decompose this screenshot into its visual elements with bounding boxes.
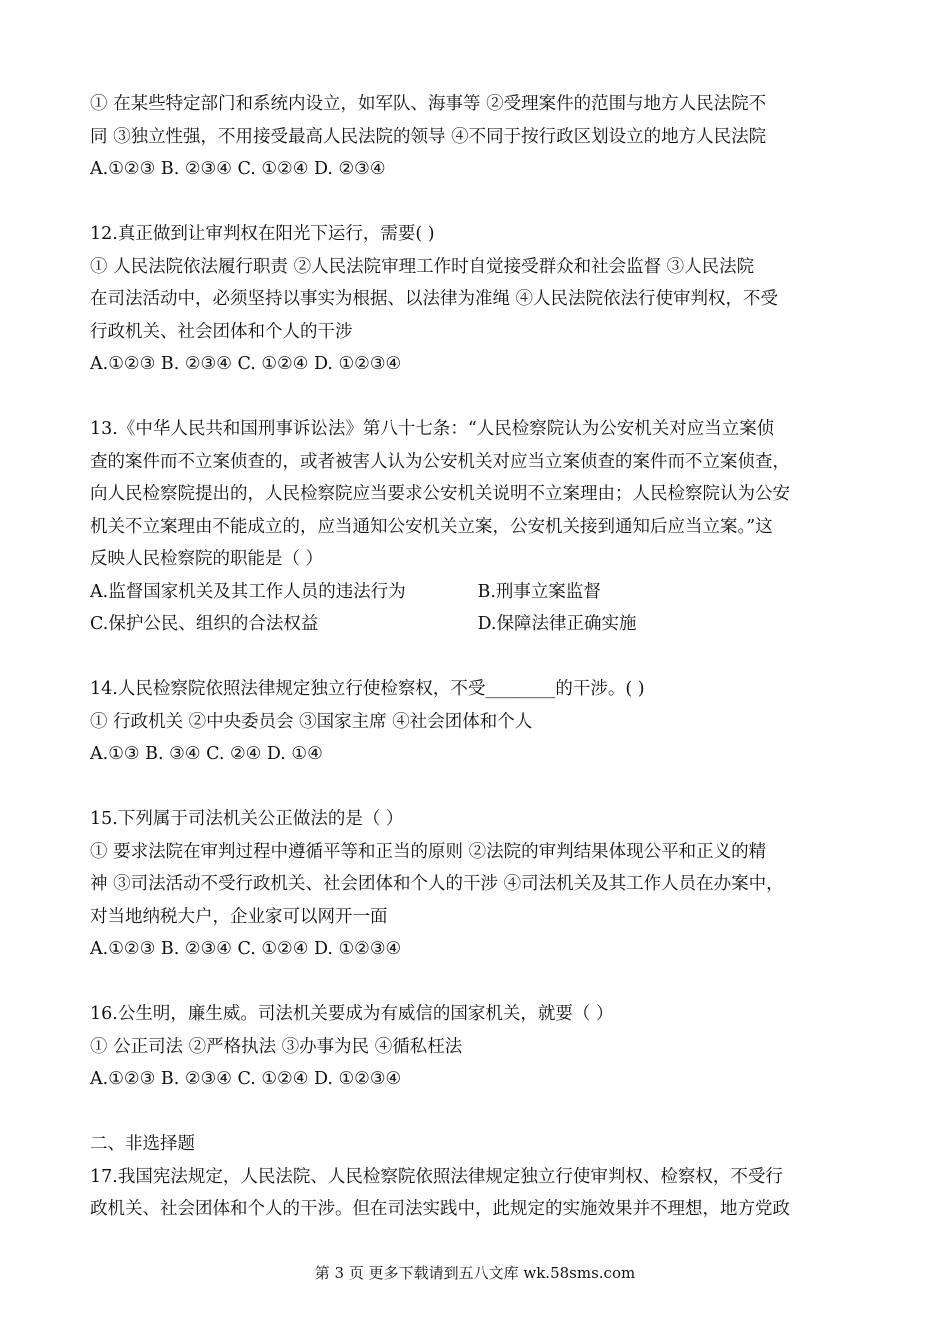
question-13-line-5: 反映人民检察院的职能是（ ）: [90, 549, 324, 569]
question-16-stem: 16.公生明，廉生威。司法机关要成为有威信的国家机关，就要（ ）: [90, 1004, 614, 1024]
question-11-choices: A.①②③ B. ②③④ C. ①②④ D. ②③④: [90, 159, 386, 179]
section-heading: 二、非选择题: [90, 1134, 195, 1154]
question-13-option-a: A.监督国家机关及其工作人员的违法行为: [90, 581, 406, 602]
question-15-line-3: 对当地纳税大户，企业家可以网开一面: [90, 906, 388, 927]
question-14-items: ① 行政机关 ②中央委员会 ③国家主席 ④社会团体和个人: [90, 711, 533, 732]
question-13-options-row-1: [90, 576, 865, 609]
question-11: [90, 88, 865, 186]
question-17-line-1: 17.我国宪法规定，人民法院、人民检察院依照法律规定独立行使审判权、检察权，不受行: [90, 1166, 783, 1187]
question-16: [90, 998, 865, 1096]
question-15-stem: 15.下列属于司法机关公正做法的是（ ）: [90, 809, 404, 829]
question-14-choices: A.①③ B. ③④ C. ②④ D. ①④: [90, 744, 323, 764]
question-13-option-d: D.保障法律正确实施: [477, 614, 637, 634]
question-13: [90, 413, 865, 641]
question-15: [90, 803, 865, 966]
question-14-stem: 14.人民检察院依照法律规定独立行使检察权，不受________的干涉。( ): [90, 679, 645, 699]
question-13-line-2: 查的案件而不立案侦查的，或者被害人认为公安机关对应当立案侦查的案件而不立案侦查，: [90, 451, 790, 472]
question-12-line-3: 行政机关、社会团体和个人的干涉: [90, 321, 353, 342]
question-12-line-2: 在司法活动中，必须坚持以事实为根据、以法律为准绳 ④人民法院依法行使审判权，不受: [90, 289, 779, 309]
question-13-options-row-2: [90, 608, 865, 641]
question-13-line-3: 向人民检察院提出的，人民检察院应当要求公安机关说明不立案理由；人民检察院认为公安: [90, 484, 790, 504]
question-15-choices: A.①②③ B. ②③④ C. ①②④ D. ①②③④: [90, 939, 402, 959]
page-footer: 第 3 页 更多下载请到五八文库 wk.58sms.com: [314, 1264, 636, 1282]
question-13-option-b: B.刑事立案监督: [477, 581, 601, 602]
question-16-choices: A.①②③ B. ②③④ C. ①②④ D. ①②③④: [90, 1069, 402, 1089]
question-15-line-1: ① 要求法院在审判过程中遵循平等和正当的原则 ②法院的审判结果体现公平和正义的精: [90, 841, 767, 862]
question-13-option-c: C.保护公民、组织的合法权益: [90, 614, 319, 634]
question-14: [90, 673, 865, 771]
question-13-line-1: 13.《中华人民共和国刑事诉讼法》第八十七条：“人民检察院认为公安机关对应当立案侦: [90, 419, 775, 439]
question-17-line-2: 政机关、社会团体和个人的干涉。但在司法实践中，此规定的实施效果并不理想，地方党政: [90, 1199, 790, 1219]
question-11-line-2: 同 ③独立性强，不用接受最高人民法院的领导 ④不同于按行政区划设立的地方人民法院: [90, 126, 767, 147]
question-12-line-1: ① 人民法院依法履行职责 ②人民法院审理工作时自觉接受群众和社会监督 ③人民法院: [90, 256, 755, 277]
question-12-stem: 12.真正做到让审判权在阳光下运行，需要( ): [90, 224, 435, 244]
question-11-line-1: ① 在某些特定部门和系统内设立，如军队、海事等 ②受理案件的范围与地方人民法院不: [90, 94, 767, 114]
question-15-line-2: 神 ③司法活动不受行政机关、社会团体和个人的干涉 ④司法机关及其工作人员在办案中，: [90, 874, 784, 894]
question-12-choices: A.①②③ B. ②③④ C. ①②④ D. ①②③④: [90, 354, 402, 374]
document-page: [90, 88, 865, 1226]
section-non-choice: [90, 1128, 865, 1226]
question-16-items: ① 公正司法 ②严格执法 ③办事为民 ④循私枉法: [90, 1036, 463, 1057]
question-12: [90, 218, 865, 381]
question-13-line-4: 机关不立案理由不能成立的，应当通知公安机关立案，公安机关接到通知后应当立案。”这: [90, 516, 773, 537]
